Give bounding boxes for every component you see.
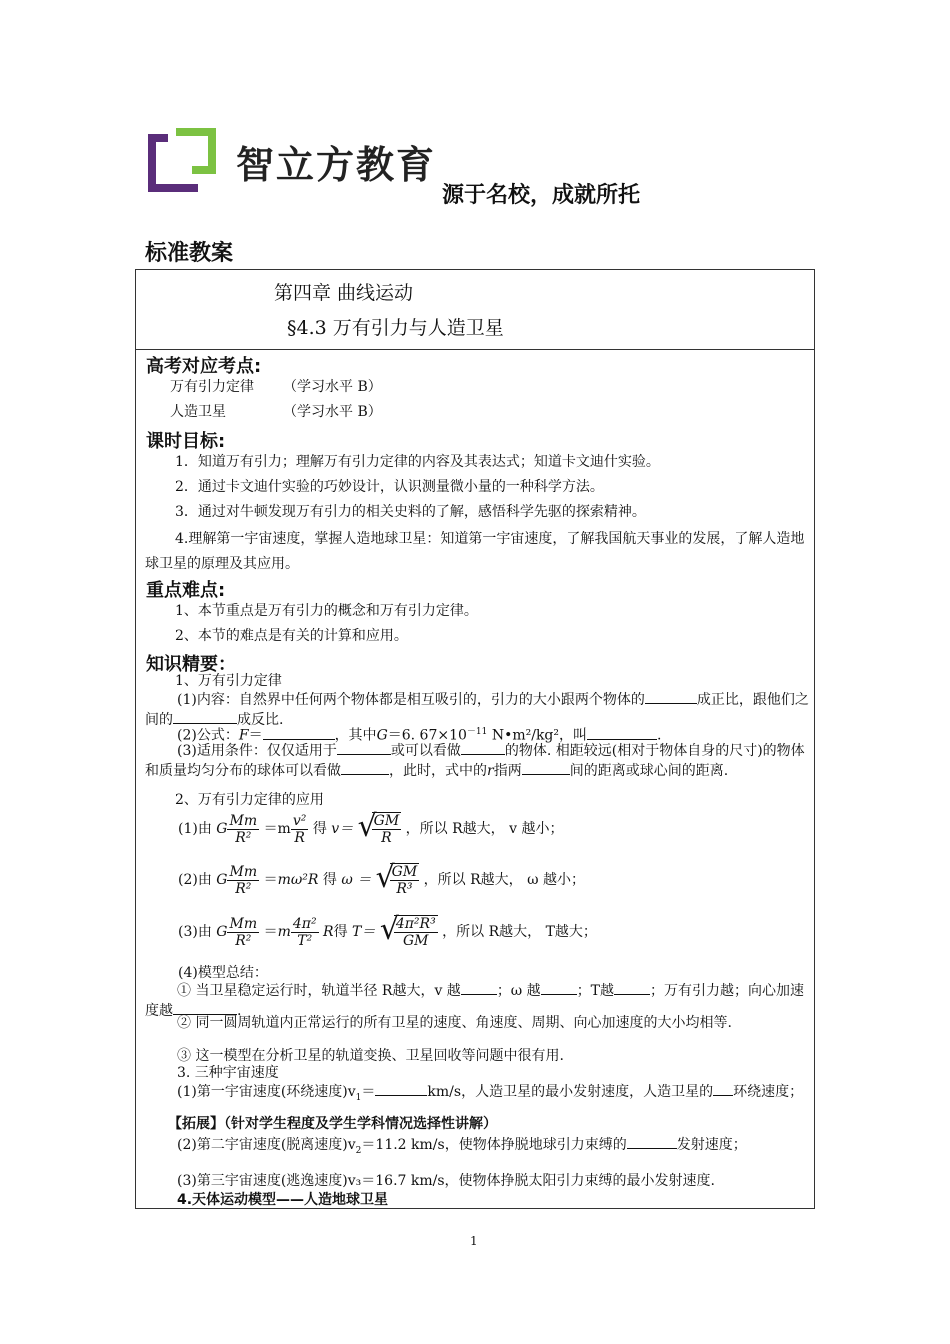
third-cosmic-velocity: (3)第三宇宙速度(逃逸速度)v₃＝16.7 km/s，使物体挣脱太阳引力束缚的最小发射速度. xyxy=(177,1173,716,1189)
knowledge-heading: 知识精要： xyxy=(146,654,236,675)
section-1-title: 1、万有引力定律 xyxy=(175,673,282,689)
blank[interactable] xyxy=(587,725,657,740)
goal-3: 3．通过对牛顿发现万有引力的相关史料的了解，感悟科学先驱的探索精神。 xyxy=(175,504,646,520)
blank[interactable] xyxy=(461,980,497,995)
key-points-heading: 重点难点: xyxy=(146,580,226,601)
second-cosmic-velocity: (2)第二宇宙速度(脱离速度)$v_2=11.2$ km/s，使物体挣脱地球引力束缚的 发射速度； xyxy=(145,1134,809,1161)
logo-text: 智立方教育 xyxy=(236,143,437,187)
law-formula: (2)公式：F＝ ，其中G＝6. $67\times 10^{-11}$ N•m²/kg²，叫 . xyxy=(177,723,661,745)
key-point-1: 1、本节重点是万有引力的概念和万有引力定律。 xyxy=(175,603,478,619)
table-divider xyxy=(135,349,815,350)
blank[interactable] xyxy=(375,1081,427,1096)
blank[interactable] xyxy=(461,740,505,755)
law-conditions: (3)适用条件：仅仅适用于 或可以看做 的物体. 相距较远(相对于物体自身的尺寸)的物体和质量均匀分布的球体可以看做 ，此时，式中的r指两 间的距离或球心间的距离. xyxy=(145,740,809,780)
expand-note: 【拓展】（针对学生程度及学生学科情况选择性讲解） xyxy=(168,1116,497,1132)
page-number: 1 xyxy=(470,1234,478,1248)
formula-angular-velocity: (2)由 G $\frac{Mm}{\text{R²}}$ ＝mω²R 得 ω ＝ √ $\frac{GM}{\text{R³}}$ ，所以 R越大， ω 越小； xyxy=(178,860,585,897)
section-3-title: 3. 三种宇宙速度 xyxy=(177,1065,279,1081)
model-point-2: ② 同一圆周轨道内正常运行的所有卫星的速度、角速度、周期、向心加速度的大小均相等. xyxy=(177,1015,732,1031)
blank[interactable] xyxy=(645,689,697,704)
blank[interactable] xyxy=(173,709,237,724)
blank[interactable] xyxy=(522,760,570,775)
blank[interactable] xyxy=(541,980,577,995)
section-2-title: 2、万有引力定律的应用 xyxy=(175,792,324,808)
chapter-title: 第四章 曲线运动 xyxy=(274,282,414,304)
goals-heading: 课时目标: xyxy=(146,431,226,452)
model-point-3: ③ 这一模型在分析卫星的轨道变换、卫星回收等问题中很有用. xyxy=(177,1048,564,1064)
first-cosmic-velocity: (1)第一宇宙速度(环绕速度)$v_1= km/s$，人造卫星的最小发射速度，人造卫星的 环绕速度； xyxy=(145,1081,809,1107)
formula-velocity: (1)由 G $\frac{Mm}{\text{R²}}$ ＝m $\frac{\text{v²}}{R}$ 得 v＝ √ $\frac{GM}{R}$ ，所以 R越大， v 越小； xyxy=(178,809,564,846)
goal-1: 1．知道万有引力；理解万有引力定律的内容及其表达式；知道卡文迪什实验。 xyxy=(175,454,660,470)
exam-point-1: 万有引力定律 （学习水平 B） xyxy=(170,379,382,395)
document-type: 标准教案 xyxy=(145,241,234,266)
blank[interactable] xyxy=(614,980,650,995)
section-4-title: 4.天体运动模型——人造地球卫星 xyxy=(177,1192,389,1208)
model-point-1: ① 当卫星稳定运行时，轨道半径 R越大，v 越 ；ω 越 ；T越 ；万有引力越；向心加速度越 . xyxy=(145,980,809,1020)
section-title: §4.3 万有引力与人造卫星 xyxy=(287,317,504,339)
goal-2: 2．通过卡文迪什实验的巧妙设计，认识测量微小量的一种科学方法。 xyxy=(175,479,604,495)
slogan: 源于名校，成就所托 xyxy=(442,183,641,208)
blank[interactable] xyxy=(173,1000,237,1015)
blank[interactable] xyxy=(341,760,389,775)
goal-4: 4.理解第一宇宙速度，掌握人造地球卫星：知道第一宇宙速度，了解我国航天事业的发展，了解人造地球卫星的原理及其应用。 xyxy=(145,531,805,572)
key-point-2: 2、本节的难点是有关的计算和应用。 xyxy=(175,628,408,644)
exam-points-heading: 高考对应考点: xyxy=(146,356,262,377)
blank[interactable] xyxy=(713,1081,733,1096)
blank[interactable] xyxy=(337,740,391,755)
logo-icon xyxy=(148,128,220,196)
exam-point-2: 人造卫星 （学习水平 B） xyxy=(170,404,382,420)
blank[interactable] xyxy=(263,725,335,740)
model-summary-title: (4)模型总结： xyxy=(178,965,268,981)
blank[interactable] xyxy=(627,1134,677,1149)
formula-period: (3)由 G $\frac{Mm}{\text{R²}}$ ＝m $\frac{\text{4π²}}{\text{T²}}$ R得 T＝ √ $\frac{\text{4π²R³}}{GM}$ ，所以 R越大， T越大； xyxy=(178,912,597,949)
law-content: (1)内容：自然界中任何两个物体都是相互吸引的，引力的大小跟两个物体的 成正比，跟他们之间的 成反比. xyxy=(145,689,809,729)
